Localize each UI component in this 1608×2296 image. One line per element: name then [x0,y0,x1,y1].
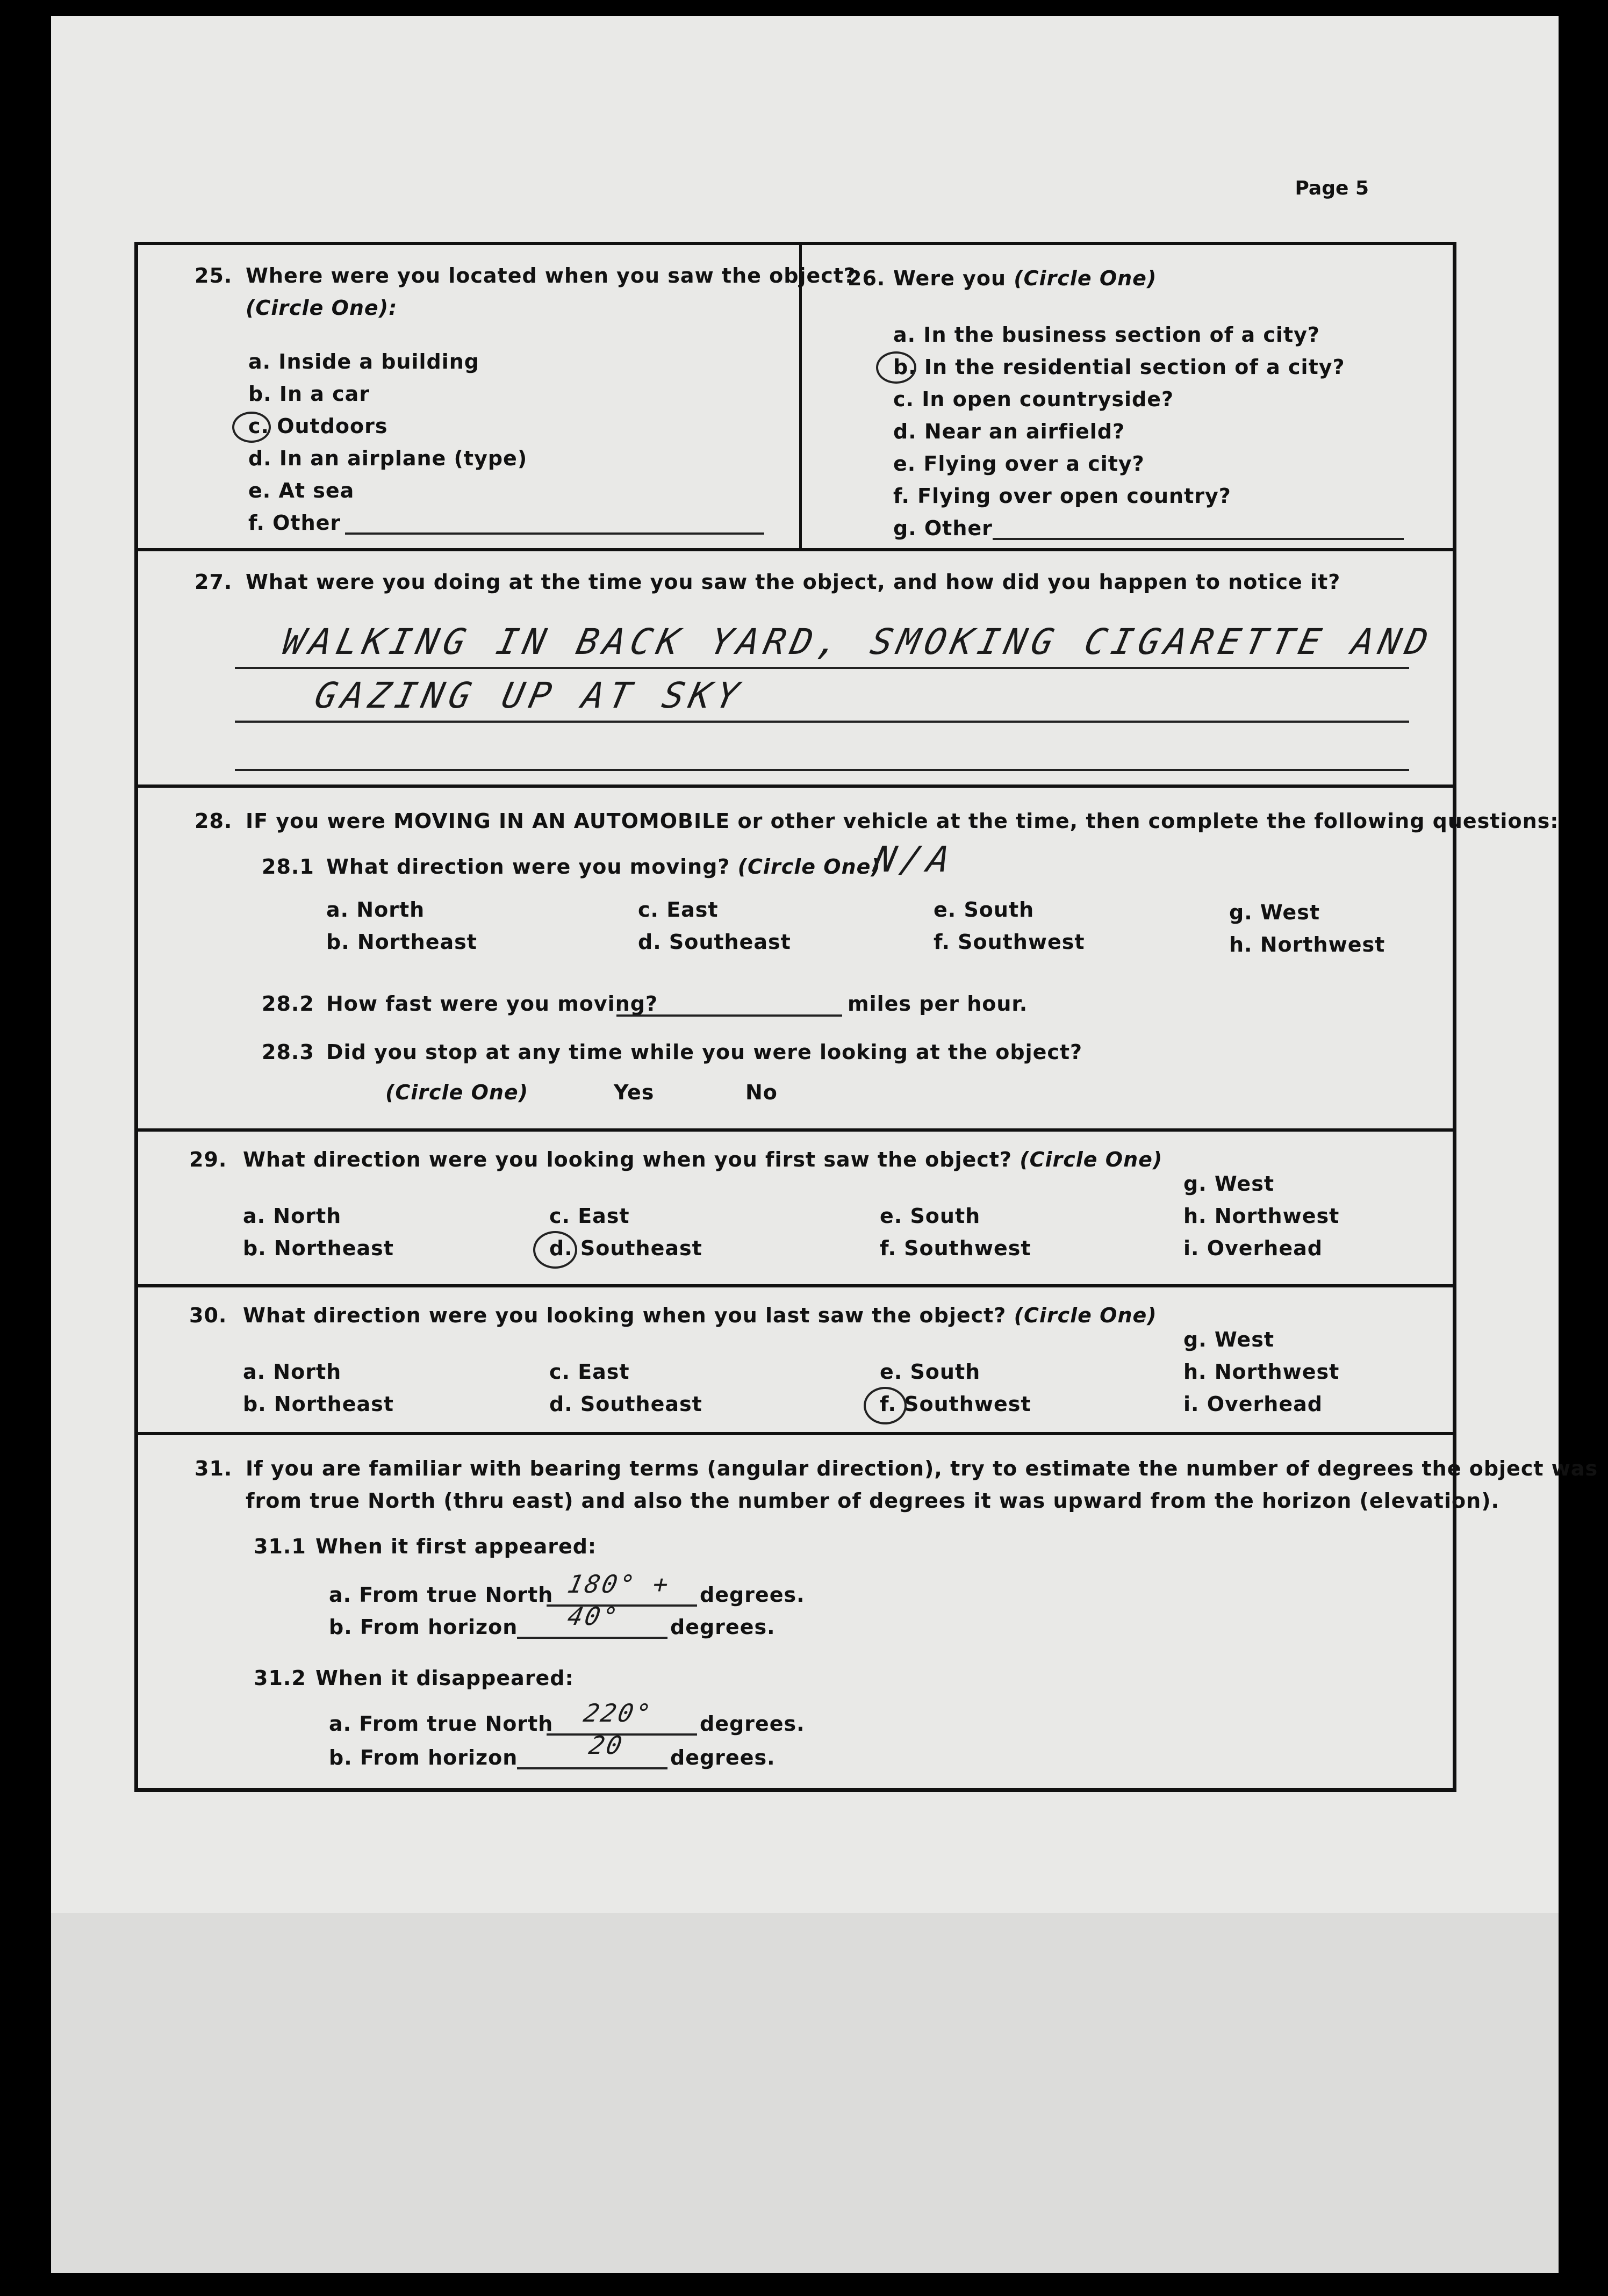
q29-option-f[interactable]: f. Southwest [880,1236,1031,1260]
q28-1-option-a[interactable]: a. North [326,898,425,922]
q25-question: Where were you located when you saw the object? [246,264,856,287]
q31-2-north-value: 220° [581,1698,656,1728]
q28-1-option-b[interactable]: b. Northeast [326,930,477,954]
q29-option-h[interactable]: h. Northwest [1183,1204,1340,1228]
section-31 [134,1432,1598,1792]
q30-option-b[interactable]: b. Northeast [243,1392,394,1416]
q28-3-no[interactable]: No [745,1081,778,1104]
q31-1-label: When it first appeared: [315,1535,597,1558]
q29-option-a[interactable]: a. North [243,1204,342,1228]
q28-3-number: 28.3 [262,1040,314,1064]
q28-1-option-h[interactable]: h. Northwest [1229,933,1386,956]
q30-option-d[interactable]: d. Southeast [549,1392,702,1416]
q31-1-horizon-unit: degrees. [670,1615,776,1639]
q28-1-option-d[interactable]: d. Southeast [638,930,791,954]
q28-1-option-e[interactable]: e. South [934,898,1035,922]
q28-1-option-g[interactable]: g. West [1229,901,1320,924]
q25-answer-circle [232,412,271,443]
q26-option-e[interactable]: e. Flying over a city? [893,452,1145,476]
q26-option-g[interactable]: g. Other [893,516,993,540]
q30-option-c[interactable]: c. East [549,1360,630,1384]
q25-option-c[interactable]: c. Outdoors [248,414,388,438]
q26-option-d[interactable]: d. Near an airfield? [893,420,1125,443]
q31-number: 31. [195,1457,233,1480]
q31-2-north-label: a. From true North [329,1712,554,1736]
q28-2-number: 28.2 [262,992,314,1016]
q25-option-a[interactable]: a. Inside a building [248,350,480,373]
page-number: Page 5 [1295,177,1369,199]
q26-answer-circle [876,351,916,384]
q31-1-horizon-label: b. From horizon [329,1615,518,1639]
q26-option-b[interactable]: b. In the residential section of a city? [893,355,1345,379]
q28-1-option-f[interactable]: f. Southwest [934,930,1085,954]
q28-3-instruction: (Circle One) [385,1081,529,1104]
q27-question: What were you doing at the time you saw the object, and how did you happen to notice it? [246,570,1341,594]
q29-option-d[interactable]: d. Southeast [549,1236,702,1260]
q27-answer-line1: WALKING IN BACK YARD, SMOKING CIGARETTE AND [278,621,1437,663]
q31-1-horizon-line[interactable] [517,1637,667,1639]
q26-other-line [993,538,1404,540]
q30-answer-circle [864,1387,907,1424]
q25-number: 25. [195,264,233,287]
q29-question: What direction were you looking when you first saw the object? (Circle One) [243,1148,1163,1171]
q30-number: 30. [189,1304,227,1327]
q31-2-horizon-label: b. From horizon [329,1746,518,1769]
q27-answer-line2-rule [235,721,1409,723]
q31-1-north-label: a. From true North [329,1583,554,1607]
q29-answer-circle [533,1231,577,1269]
q28-3-question: Did you stop at any time while you were looking at the object? [326,1040,1083,1064]
column-divider [799,245,802,551]
q31-1-north-line[interactable] [547,1604,697,1607]
q30-option-g[interactable]: g. West [1183,1328,1274,1351]
q28-2-unit: miles per hour. [848,992,1028,1016]
q31-question-line1: If you are familiar with bearing terms (angular direction), try to estimate the number of degrees the object was [246,1457,1598,1480]
q29-number: 29. [189,1148,227,1171]
q26-question: Were you (Circle One) [893,267,1157,290]
q30-question: What direction were you looking when you last saw the object? (Circle One) [243,1304,1157,1327]
q26-number: 26. [848,267,886,290]
q29-option-c[interactable]: c. East [549,1204,630,1228]
q25-other-line [345,532,764,535]
q31-1-horizon-value: 40° [565,1602,622,1631]
q28-2-speed-line[interactable] [616,1014,842,1017]
q31-1-north-value: 180° + [565,1570,673,1599]
q26-option-c[interactable]: c. In open countryside? [893,387,1174,411]
q25-option-b[interactable]: b. In a car [248,382,370,406]
q29-option-b[interactable]: b. Northeast [243,1236,394,1260]
q27-answer-line3-rule [235,769,1409,771]
q31-2-horizon-value: 20 [586,1731,627,1760]
q30-option-f[interactable]: f. Southwest [880,1392,1031,1416]
q26-option-a[interactable]: a. In the business section of a city? [893,323,1320,347]
q29-option-g[interactable]: g. West [1183,1172,1274,1196]
q28-2-question: How fast were you moving? [326,992,658,1016]
q28-question: IF you were MOVING IN AN AUTOMOBILE or other vehicle at the time, then complete the following questions: [246,809,1559,833]
q25-option-d[interactable]: d. In an airplane (type) [248,447,528,470]
q28-number: 28. [195,809,233,833]
q27-number: 27. [195,570,233,594]
section-30 [134,1284,1456,1432]
paper-lower-margin [51,1913,1559,2273]
section-25-26 [134,242,1456,548]
q31-question-line2: from true North (thru east) and also the number of degrees it was upward from the horizon (elevation). [246,1489,1499,1513]
q30-option-e[interactable]: e. South [880,1360,981,1384]
q31-2-number: 31.2 [254,1666,306,1690]
q30-option-i[interactable]: i. Overhead [1183,1392,1323,1416]
q28-1-option-c[interactable]: c. East [638,898,719,922]
q31-1-number: 31.1 [254,1535,306,1558]
q25-option-e[interactable]: e. At sea [248,479,355,502]
section-29 [134,1128,1456,1284]
q28-3-yes[interactable]: Yes [614,1081,655,1104]
q27-answer-line2: GAZING UP AT SKY [311,675,748,716]
q31-2-north-unit: degrees. [700,1712,805,1736]
q31-2-label: When it disappeared: [315,1666,574,1690]
q28-1-question: What direction were you moving? (Circle One) [326,855,881,879]
q27-answer-line1-rule [235,667,1409,669]
q30-option-h[interactable]: h. Northwest [1183,1360,1340,1384]
q30-option-a[interactable]: a. North [243,1360,342,1384]
q25-option-f[interactable]: f. Other [248,511,341,535]
q31-2-horizon-line[interactable] [517,1767,667,1769]
q29-option-i[interactable]: i. Overhead [1183,1236,1323,1260]
questionnaire-form [134,242,1598,1792]
section-27 [134,548,1456,784]
q29-option-e[interactable]: e. South [880,1204,981,1228]
section-28 [134,784,1559,1128]
q25-instruction: (Circle One): [246,296,398,320]
q31-1-north-unit: degrees. [700,1583,805,1607]
q26-option-f[interactable]: f. Flying over open country? [893,484,1231,508]
q28-1-number: 28.1 [262,855,314,879]
q28-1-answer: N/A [870,839,959,880]
q31-2-horizon-unit: degrees. [670,1746,776,1769]
